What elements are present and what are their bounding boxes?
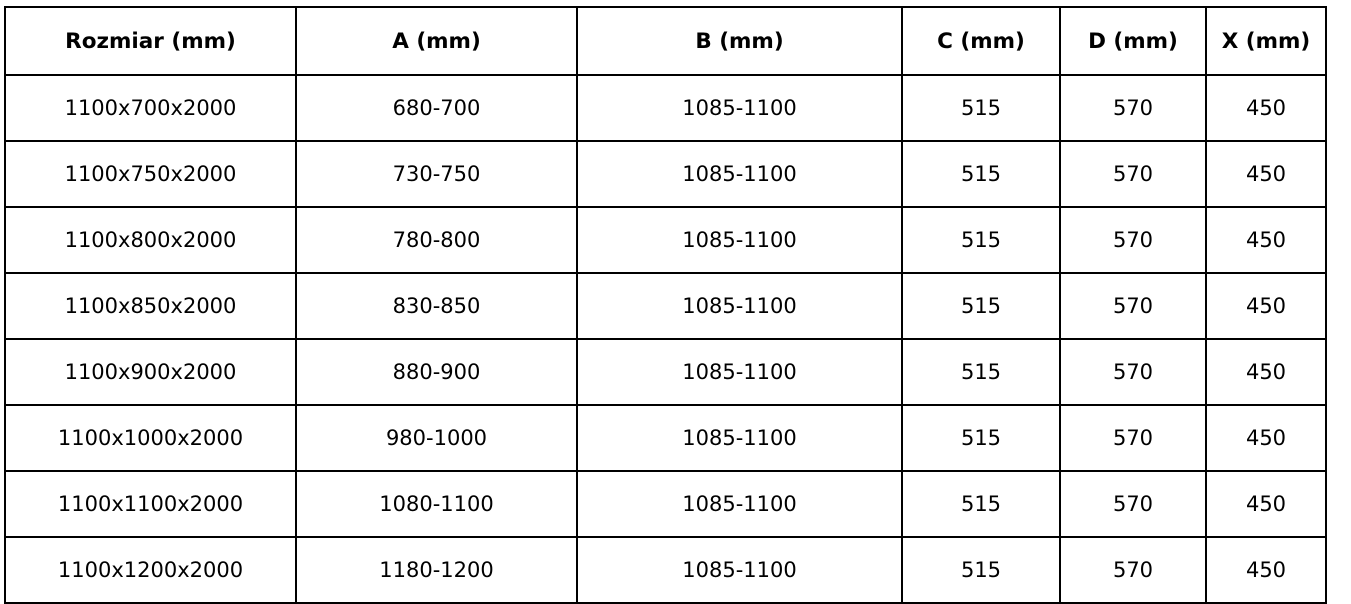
cell-d: 570 [1060, 537, 1206, 603]
cell-x: 450 [1206, 207, 1326, 273]
cell-c: 515 [902, 339, 1060, 405]
column-header-x: X (mm) [1206, 7, 1326, 75]
cell-b: 1085-1100 [577, 405, 902, 471]
table-row [5, 75, 1326, 141]
cell-c: 515 [902, 537, 1060, 603]
table-row [5, 207, 1326, 273]
cell-x: 450 [1206, 141, 1326, 207]
cell-a: 730-750 [296, 141, 577, 207]
cell-c: 515 [902, 273, 1060, 339]
cell-rozmiar: 1100x1100x2000 [5, 471, 296, 537]
table-header-row [5, 7, 1326, 75]
cell-rozmiar: 1100x800x2000 [5, 207, 296, 273]
cell-rozmiar: 1100x1200x2000 [5, 537, 296, 603]
column-header-c: C (mm) [902, 7, 1060, 75]
cell-b: 1085-1100 [577, 339, 902, 405]
cell-x: 450 [1206, 75, 1326, 141]
cell-x: 450 [1206, 339, 1326, 405]
cell-x: 450 [1206, 537, 1326, 603]
cell-b: 1085-1100 [577, 75, 902, 141]
table-row [5, 273, 1326, 339]
cell-b: 1085-1100 [577, 471, 902, 537]
dimensions-table [4, 6, 1327, 604]
cell-c: 515 [902, 207, 1060, 273]
table-row [5, 339, 1326, 405]
column-header-b: B (mm) [577, 7, 902, 75]
cell-x: 450 [1206, 471, 1326, 537]
cell-a: 880-900 [296, 339, 577, 405]
cell-a: 1080-1100 [296, 471, 577, 537]
cell-c: 515 [902, 75, 1060, 141]
table-row [5, 141, 1326, 207]
cell-d: 570 [1060, 75, 1206, 141]
cell-d: 570 [1060, 405, 1206, 471]
table-row [5, 405, 1326, 471]
table-row [5, 537, 1326, 603]
cell-b: 1085-1100 [577, 273, 902, 339]
table-body [5, 75, 1326, 603]
cell-a: 680-700 [296, 75, 577, 141]
cell-rozmiar: 1100x1000x2000 [5, 405, 296, 471]
table-row [5, 471, 1326, 537]
table-header [5, 7, 1326, 75]
column-header-d: D (mm) [1060, 7, 1206, 75]
cell-x: 450 [1206, 273, 1326, 339]
cell-rozmiar: 1100x750x2000 [5, 141, 296, 207]
column-header-a: A (mm) [296, 7, 577, 75]
cell-c: 515 [902, 141, 1060, 207]
cell-b: 1085-1100 [577, 141, 902, 207]
cell-x: 450 [1206, 405, 1326, 471]
cell-rozmiar: 1100x700x2000 [5, 75, 296, 141]
cell-a: 780-800 [296, 207, 577, 273]
cell-a: 1180-1200 [296, 537, 577, 603]
cell-b: 1085-1100 [577, 537, 902, 603]
cell-a: 830-850 [296, 273, 577, 339]
column-header-rozmiar: Rozmiar (mm) [5, 7, 296, 75]
cell-rozmiar: 1100x850x2000 [5, 273, 296, 339]
cell-rozmiar: 1100x900x2000 [5, 339, 296, 405]
cell-d: 570 [1060, 207, 1206, 273]
cell-c: 515 [902, 471, 1060, 537]
cell-a: 980-1000 [296, 405, 577, 471]
cell-d: 570 [1060, 471, 1206, 537]
cell-c: 515 [902, 405, 1060, 471]
cell-d: 570 [1060, 141, 1206, 207]
cell-d: 570 [1060, 339, 1206, 405]
cell-d: 570 [1060, 273, 1206, 339]
cell-b: 1085-1100 [577, 207, 902, 273]
